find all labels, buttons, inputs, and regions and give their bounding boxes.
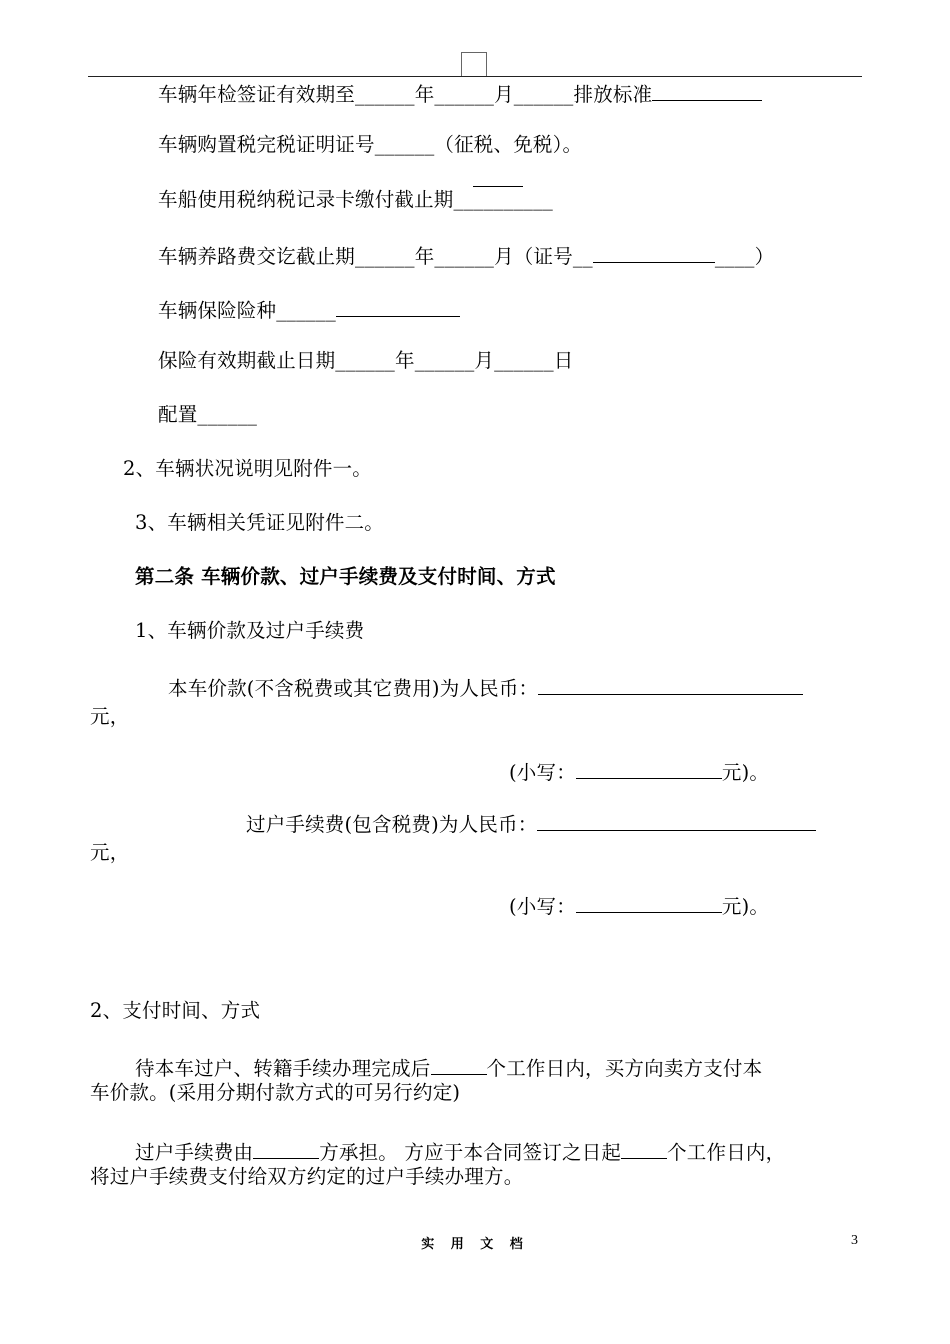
road-fee-line: 车辆养路费交讫截止期______年______月（证号__ ____） (158, 240, 774, 270)
payment-heading: 2、支付时间、方式 (90, 999, 261, 1022)
vehicle-price-unit: 元， (90, 705, 130, 728)
vehicle-price-numeric-blank (576, 756, 722, 779)
purchase-tax-line: 车辆购置税完税证明证号______（征税、免税）。 (158, 133, 583, 156)
transfer-fee-unit: 元， (90, 841, 130, 864)
insurance-type-line: 车辆保险险种______ (158, 294, 460, 324)
fee-party-blank (253, 1136, 319, 1159)
insurance-expiry-line: 保险有效期截止日期______年______月______日 (158, 349, 574, 372)
transfer-fee-blank (537, 808, 816, 831)
fee-terms-line-1: 过户手续费由 方承担。 方应于本合同签订之日起 个工作日内， (135, 1136, 785, 1166)
vehicle-price-line: 本车价款(不含税费或其它费用)为人民币： (168, 672, 803, 702)
insurance-type-blank (336, 294, 460, 317)
payment-terms-line-2: 车价款。(采用分期付款方式的可另行约定) (90, 1081, 461, 1104)
page-number: 3 (851, 1233, 858, 1248)
vehicle-price-numeric-line: (小写： 元)。 (509, 756, 769, 786)
configuration-line: 配置______ (158, 403, 258, 426)
payment-days-blank (431, 1052, 487, 1075)
clause-item-2: 2、车辆状况说明见附件一。 (123, 457, 373, 480)
transfer-fee-numeric-blank (576, 890, 722, 913)
fee-days-blank (621, 1136, 667, 1159)
header-box (461, 52, 487, 76)
article-2-heading: 第二条 车辆价款、过户手续费及支付时间、方式 (135, 565, 556, 588)
transfer-fee-numeric-line: (小写： 元)。 (509, 890, 769, 920)
certificate-number-blank (593, 240, 715, 263)
price-and-fee-heading: 1、车辆价款及过户手续费 (135, 619, 365, 642)
transfer-fee-line: 过户手续费(包含税费)为人民币： (246, 808, 816, 838)
emission-standard-blank (652, 78, 762, 101)
inspection-validity-line: 车辆年检签证有效期至______年______月______排放标准 (158, 78, 762, 108)
fee-terms-line-2: 将过户手续费支付给双方约定的过户手续办理方。 (90, 1165, 524, 1188)
payment-terms-line-1: 待本车过户、转籍手续办理完成后 个工作日内，买方向卖方支付本 (135, 1052, 762, 1082)
header-rule (88, 76, 862, 77)
vehicle-price-blank (538, 672, 803, 695)
vehicle-tax-line: 车船使用税纳税记录卡缴付截止期__________ (158, 188, 554, 211)
clause-item-3: 3、车辆相关凭证见附件二。 (135, 511, 385, 534)
footer-label: 实 用 文 档 (421, 1237, 529, 1252)
